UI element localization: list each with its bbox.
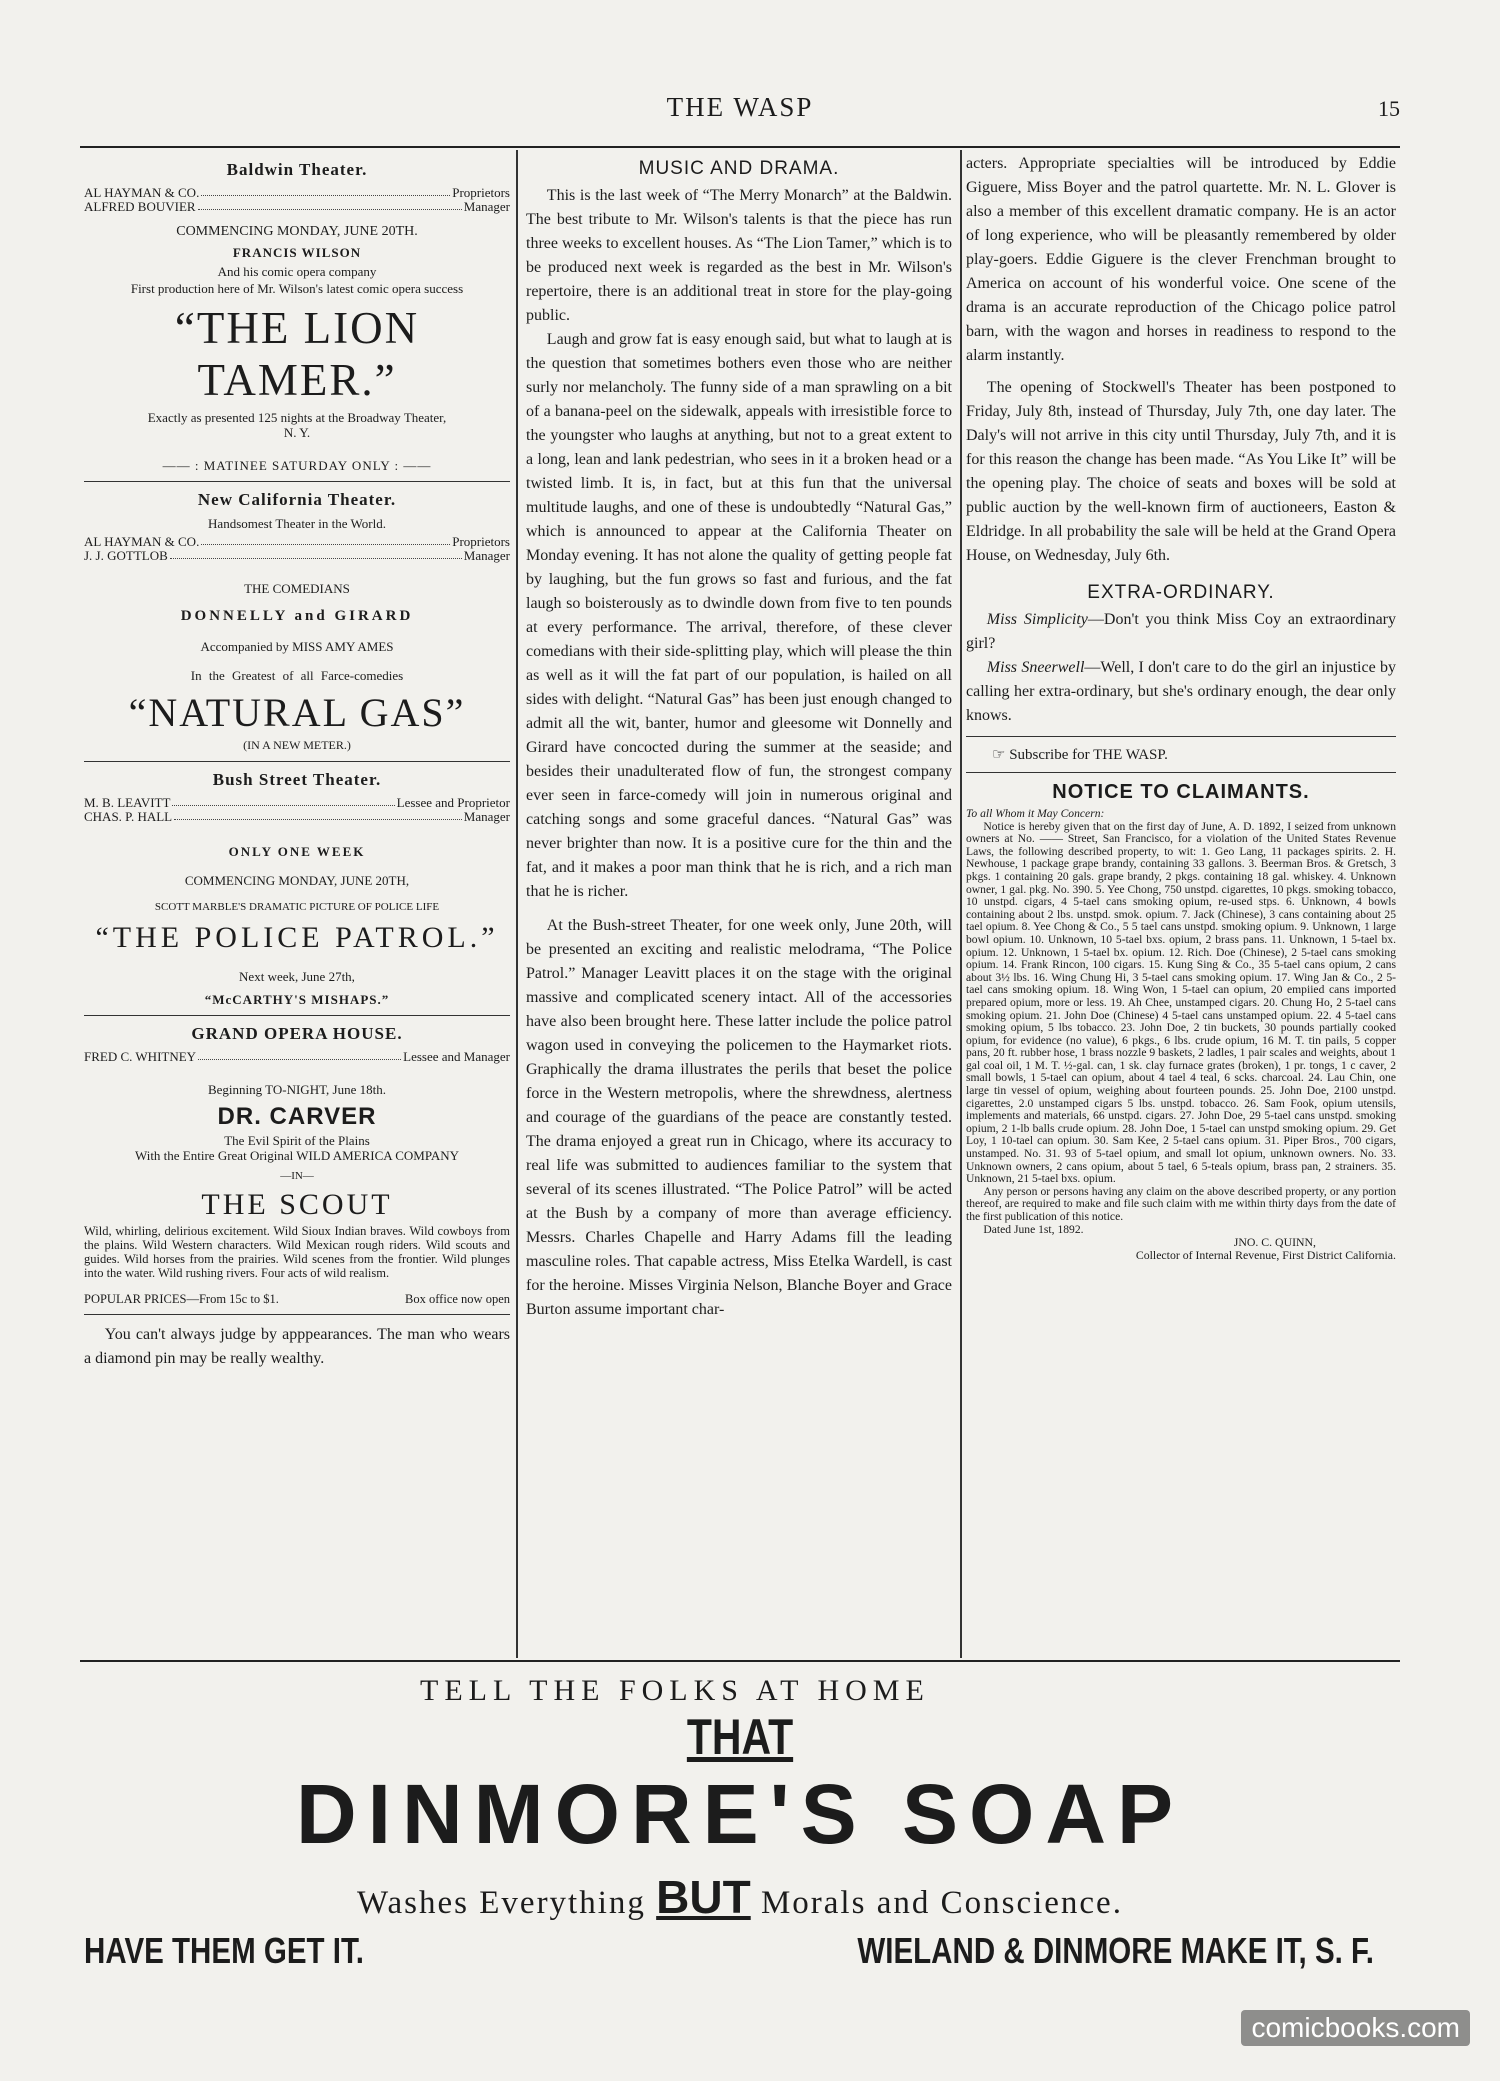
manager-role: Manager	[463, 548, 510, 563]
notice-claim-paragraph: Any person or persons having any claim on the above described property, or any portion thereof, are required to make and file such claim with me within thirty days from the date of the first publication of this notice.	[966, 1184, 1396, 1223]
divider	[966, 772, 1396, 773]
ad-title: Bush Street Theater.	[212, 770, 382, 789]
notice-body: Notice is hereby given that on the first day of June, A. D. 1892, I seized from unknown owners at No. —— Street, San Francisco, for a violation of the United States Revenue Laws, the following described property, to wit: 1. Geo Lang, 11 packages spirits. 2. H. Newhouse, 1 package grape brandy, containing 33 gallons. 3. Beerman Bros. & Gretsch, 3 pkgs. 1 containing 20 gals. grape brandy, 2 pkgs. containing 18 gal. whiskey. 4. Unknown owner, 1 gal. pkg. No. 390. 5. Yee Chong, 750 unstpd. cigarettes, 10 pkgs. smoking tobacco, 10 unstpd. cigars, 4 5-tael cans smoking opium, re-used stps. 6. Unknown, 4 bowls containing about 2 lbs. unstpd. smok. opium. 7. Jack (Chinese), 3 cans containing about 25 tael opium. 8. Yee Chong & Co., 5 5 tael cans unstpd. smoking opium. 9. Unknown, 1 large bowl opium. 10. Unknown, 10 5-tael bxs. opium, 2 brass pans. 11. Unknown, 1 5-tael bx. opium. 12. Unknown, 1 5-tael bx. opium. 12. Rich. Doe (Chinese), 2 5-tael cans smoking opium. 14. Frank Rincon, 100 cigars. 15. Kung Sing & Co., 35 5-tael cans opium, 2 cans about 3½ lbs. 16. Wing Chung Hi, 3 5-tael cans smoking opium. 17. Wing Jan & Co., 2 5-tael cans smoking opium. 18. Wing Won, 1 5-tael can opium, 20 empiied cans imported prepared opium, more or less. 19. Ah Chee, unstamped cigars. 20. Chung Ho, 2 5-tael cans smoking opium. 21. John Doe (Chinese) 4 5-tael cans unstamped opium. 22. 4 5-tael cans smoking opium, 5 lbs tobacco. 23. John Doe, 2 tin buckets, 30 pounds partially cooked opium, for evidence (no value), 6 pkgs., 6 lbs. crude opium, 16 M. T. tin pails, 5 copper pans, 20 ft. rubber hose, 1 brass nozzle 9 baskets, 2 ladles, 1 pair scales and weights, about 1 gal coal oil, 1 M. T. ½-gal. can, 1 sk. clay furnace grates (broken), 1 pr. tongs, 1 c caver, 2 small bowls, 1 5-tael can opium, about 4 tael 4 teal, 6 scks. charcoal. 24. Lau Chin, one large tin vessel of opium, weighing about fourteen pounds. 25. John Doe, 2100 unstpd. cigarettes, 2.0 unstamped cigars 5 lbs. unstpd. tobacco. 26. Sam Fook, opium utensils, implements and materials, 66 unstpd. cigars. 27. John Doe, 29 5-tael cans unstpd. smoking opium, 2 1-lb balls crude opium. 28. John Doe, 1 5-tael can unstpd smoking opium. 29. Get Loy, 1 10-tael can opium. 30. Sam Kee, 2 5-tael cans opium. 31. Piper Bros., 700 cigars, unstamped. No. 31. 93 of 5-tael opium, and small lot opium, unknown owners. No. 33. Unknown owners, 2 cans opium, about 5 tael, 6 5-teals opium, brass pan, 2 strainers. 35. Unknown, 21 5-tael bxs. opium.	[966, 819, 1396, 1186]
speaker-name: Miss Simplicity	[986, 611, 1088, 628]
speech: —Well, I don't care to do the girl an injustice by calling her extra-ordinary, but she's ordinary enough, the dear only knows.	[966, 659, 1396, 724]
ad-maker-line: WIELAND & DINMORE MAKE IT, S. F.	[857, 1930, 1374, 1971]
ad-title: GRAND OPERA HOUSE.	[191, 1024, 403, 1043]
accompanied-line: Accompanied by MISS AMY AMES	[200, 639, 394, 654]
news-column	[966, 152, 1396, 1654]
speech: —Don't you think Miss Coy an extraordinary girl?	[966, 611, 1396, 652]
manager-name: FRED C. WHITNEY	[84, 1049, 197, 1064]
section-title: MUSIC AND DRAMA.	[638, 158, 840, 179]
manager-name: ALFRED BOUVIER	[84, 199, 196, 214]
signer-role: Collector of Internal Revenue, First District California.	[1135, 1248, 1396, 1263]
prices-line: POPULAR PRICES—From 15c to $1.	[84, 1292, 279, 1306]
article-paragraph: Laugh and grow fat is easy enough said, but what to laugh at is the question that sometimes bothers even those who are neither surly nor melancholy. The funny side of a man sprawling on a bit of a banana-peel on the sidewalk, appeals with irresistible force to the youngster who laughs at anything, but not to a great extent to a long, lean and lank pedestrian, who sees in it a broken head or a twisted limb. It is, in fact, but at this fun that the universal multitude laughs, and one of these is undoubtedly “Natural Gas,” which is announced to appear at the California Theater on Monday evening. It has not alone the quality of getting people fat by laughing, but the fun grows so fast and furious, and the fat laugh so boisterously as to dwindle down from five to ten pounds at every performance. The arrival, therefore, of these clever comedians with their side-splitting play, which will please the thin as well as it will the fat part of our population, is hailed on all sides with delight. “Natural Gas” has been just enough changed to admit all the wit, banter, humor and gleesome wit Donnelly and Girard have concocted during the summer at the seaside; and besides their unadulterated flow of fun, the strongest company ever seen in farce-comedy will join in numerous original and catching songs and some graceful dances. “Natural Gas” was never brighter than now. It is a positive cure for the thin and the fat, and it makes a poor man think that he is rich, and a rich man that he is richer.	[526, 331, 952, 900]
matinee-line: —— : MATINEE SATURDAY ONLY : ——	[162, 458, 432, 473]
closing-paragraph: You can't always judge by apppearances. The man who wears a diamond pin may be really wealthy.	[84, 1326, 510, 1367]
one-week-line: ONLY ONE WEEK	[228, 844, 366, 859]
divider	[84, 1015, 510, 1016]
proprietor-name: M. B. LEAVITT	[84, 795, 171, 810]
comedian-names: DONNELLY and GIRARD	[180, 608, 414, 624]
notice-date: Dated June 1st, 1892.	[983, 1222, 1084, 1236]
article-paragraph: This is the last week of “The Merry Monarch” at the Baldwin. The best tribute to Mr. Wilson's talents is that the piece has run three weeks to excellent houses. As “The Lion Tamer,” which is to be produced next week is regarded as the best in Mr. Wilson's repertoire, there is an additional treat in store for the play-going public.	[526, 187, 952, 324]
manager-role: Lessee and Manager	[403, 1049, 510, 1064]
proprietor-row	[84, 186, 510, 200]
notice-signature	[966, 1236, 1396, 1262]
california-theater-ad	[84, 490, 510, 753]
music-drama-column	[526, 152, 952, 1654]
pointing-hand-icon: ☞	[992, 747, 1006, 763]
ad-title: Baldwin Theater.	[226, 160, 368, 179]
article-paragraph: acters. Appropriate specialties will be introduced by Eddie Giguere, Miss Boyer and the patrol quartette. Mr. N. L. Glover is also a member of this excellent dramatic company. He is an actor of long experience, who will be pleasantly remembered by older play-goers. Eddie Giguere is the clever Frenchman brought to America on account of his wonderful voice. One scene of the drama is an accurate reproduction of the Chicago police patrol barn, with the wagon and horses in readiness to respond to the alarm instantly.	[966, 155, 1396, 364]
divider	[84, 761, 510, 762]
ad-brand: DINMORE'S SOAP	[295, 1767, 1185, 1861]
proprietor-row	[84, 796, 510, 810]
divider	[84, 1314, 510, 1315]
show-description: Wild, whirling, delirious excitement. Wild Sioux Indian braves. Wild cowboys from the plains. Wild Western characters. Wild Mexican rough riders. Wild scouts and guides. Wild horses from the prairies. Wild scenes from the frontier. Wild plunges into the water. Wild rushing rivers. Four acts of wild realism.	[84, 1224, 510, 1280]
prices-row	[84, 1292, 510, 1306]
box-office-line: Box office now open	[405, 1292, 510, 1306]
proprietor-name: AL HAYMAN & CO.	[84, 534, 200, 549]
show-title: “NATURAL GAS”	[128, 690, 466, 735]
show-title: “THE LION TAMER.”	[174, 303, 420, 405]
manager-row	[84, 1050, 510, 1064]
ad-washes: Washes Everything	[357, 1885, 646, 1921]
page-header	[80, 92, 1400, 126]
proprietor-name: AL HAYMAN & CO.	[84, 185, 200, 200]
ad-that: THAT	[686, 1709, 794, 1765]
evil-line: The Evil Spirit of the Plains	[224, 1133, 370, 1148]
first-production-line: First production here of Mr. Wilson's latest comic opera success	[130, 281, 464, 296]
exactly-line: Exactly as presented 125 nights at the Broadway Theater, N. Y.	[147, 410, 447, 440]
proprietor-role: Proprietors	[452, 185, 510, 200]
grand-opera-house-ad	[84, 1024, 510, 1306]
company-line: And his comic opera company	[217, 264, 377, 279]
next-show: “McCARTHY'S MISHAPS.”	[204, 992, 390, 1007]
manager-row	[84, 200, 510, 214]
manager-role: Manager	[463, 809, 510, 824]
ad-washes-line	[80, 1870, 1400, 1924]
bottom-rule	[80, 1660, 1400, 1662]
theater-ads-column	[84, 152, 510, 1654]
divider	[84, 481, 510, 482]
article-paragraph: The opening of Stockwell's Theater has been postponed to Friday, July 8th, instead of Thursday, July 7th, one day later. The Daly's will not arrive in this city until Thursday, July 7th, and it is for this reason the change has been made. “As You Like It” will be the opening play. The choice of seats and boxes will be sold at public auction by the well-known firm of auctioneers, Easton & Eldridge. In all probability the sale will be held at the Grand Opera House, on Wednesday, July 6th.	[966, 379, 1396, 564]
show-title: THE SCOUT	[201, 1188, 393, 1221]
column-rule	[960, 150, 962, 1658]
baldwin-theater-ad	[84, 160, 510, 473]
marble-line: SCOTT MARBLE'S DRAMATIC PICTURE OF POLICE LIFE	[154, 901, 440, 913]
commencing-line: COMMENCING MONDAY, JUNE 20TH.	[176, 224, 418, 239]
star-name: FRANCIS WILSON	[232, 245, 362, 260]
next-week-line: Next week, June 27th,	[239, 969, 355, 984]
proprietor-row	[84, 535, 510, 549]
notice-title: NOTICE TO CLAIMANTS.	[1052, 781, 1310, 803]
notice-salutation: To all Whom it May Concern:	[966, 807, 1105, 820]
subscribe-text: Subscribe for THE WASP.	[1009, 747, 1168, 763]
manager-name: J. J. GOTTLOB	[84, 548, 168, 563]
masthead: THE WASP	[666, 92, 814, 122]
soap-advertisement	[80, 1664, 1400, 1994]
in-line: —IN—	[280, 1170, 314, 1182]
watermark: comicbooks.com	[1241, 2010, 1470, 2046]
dialogue-line	[966, 608, 1396, 656]
manager-row	[84, 810, 510, 824]
manager-row	[84, 549, 510, 563]
show-title: “THE POLICE PATROL.”	[95, 921, 499, 954]
dialogue-line	[966, 656, 1396, 728]
ad-have-line: HAVE THEM GET IT.	[84, 1930, 364, 1971]
ad-but: BUT	[656, 1871, 751, 1923]
divider	[966, 736, 1396, 737]
star-name: DR. CARVER	[217, 1103, 377, 1130]
ad-morals: Morals and Conscience.	[760, 1885, 1123, 1921]
manager-role: Manager	[463, 199, 510, 214]
top-rule	[80, 146, 1400, 148]
greatest-line: In the Greatest of all Farce-comedies	[190, 668, 404, 683]
ad-headline: TELL THE FOLKS AT HOME	[420, 1674, 930, 1707]
ad-subtitle: Handsomest Theater in the World.	[208, 516, 386, 531]
comedians-line: THE COMEDIANS	[244, 581, 350, 596]
section-title: EXTRA-ORDINARY.	[1087, 582, 1275, 603]
manager-name: CHAS. P. HALL	[84, 809, 173, 824]
signer-name: JNO. C. QUINN,	[1233, 1235, 1316, 1250]
page-number: 15	[1378, 96, 1400, 121]
column-rule	[516, 150, 518, 1658]
bush-street-theater-ad	[84, 770, 510, 1007]
ad-title: New California Theater.	[197, 490, 397, 509]
speaker-name: Miss Sneerwell	[986, 659, 1085, 676]
proprietor-role: Proprietors	[452, 534, 510, 549]
proprietor-role: Lessee and Proprietor	[396, 795, 510, 810]
beginning-line: Beginning TO-NIGHT, June 18th.	[207, 1082, 386, 1097]
meter-line: (IN A NEW METER.)	[243, 738, 351, 752]
company-line: With the Entire Great Original WILD AMERICA COMPANY	[134, 1148, 460, 1163]
article-paragraph: At the Bush-street Theater, for one week only, June 20th, will be presented an exciting and realistic melodrama, “The Police Patrol.” Manager Leavitt places it on the stage with the original massive and complicated scenery intact. All of the accessories have also been brought here. These latter include the police patrol wagon used in conveying the policemen to the Haymarket riots. Graphically the drama illustrates the perils that beset the police force in the Western metropolis, where the shrewdness, alertness and courage of the guardians of the peace are constantly tested. The drama enjoyed a great run in Chicago, where its accuracy to real life was submitted to audiences familiar to the system that several of its scenes illustrated. “The Police Patrol” will be acted at the Bush by a company of more than average efficiency. Messrs. Charles Chapelle and Harry Adams fill the leading masculine roles. That capable actress, Miss Etelka Wardell, is cast for the heroine. Misses Virginia Nelson, Blanche Boyer and Grace Burton assume important char-	[526, 917, 952, 1318]
subscribe-line	[966, 745, 1396, 764]
commencing-line: COMMENCING MONDAY, JUNE 20TH,	[184, 873, 410, 888]
